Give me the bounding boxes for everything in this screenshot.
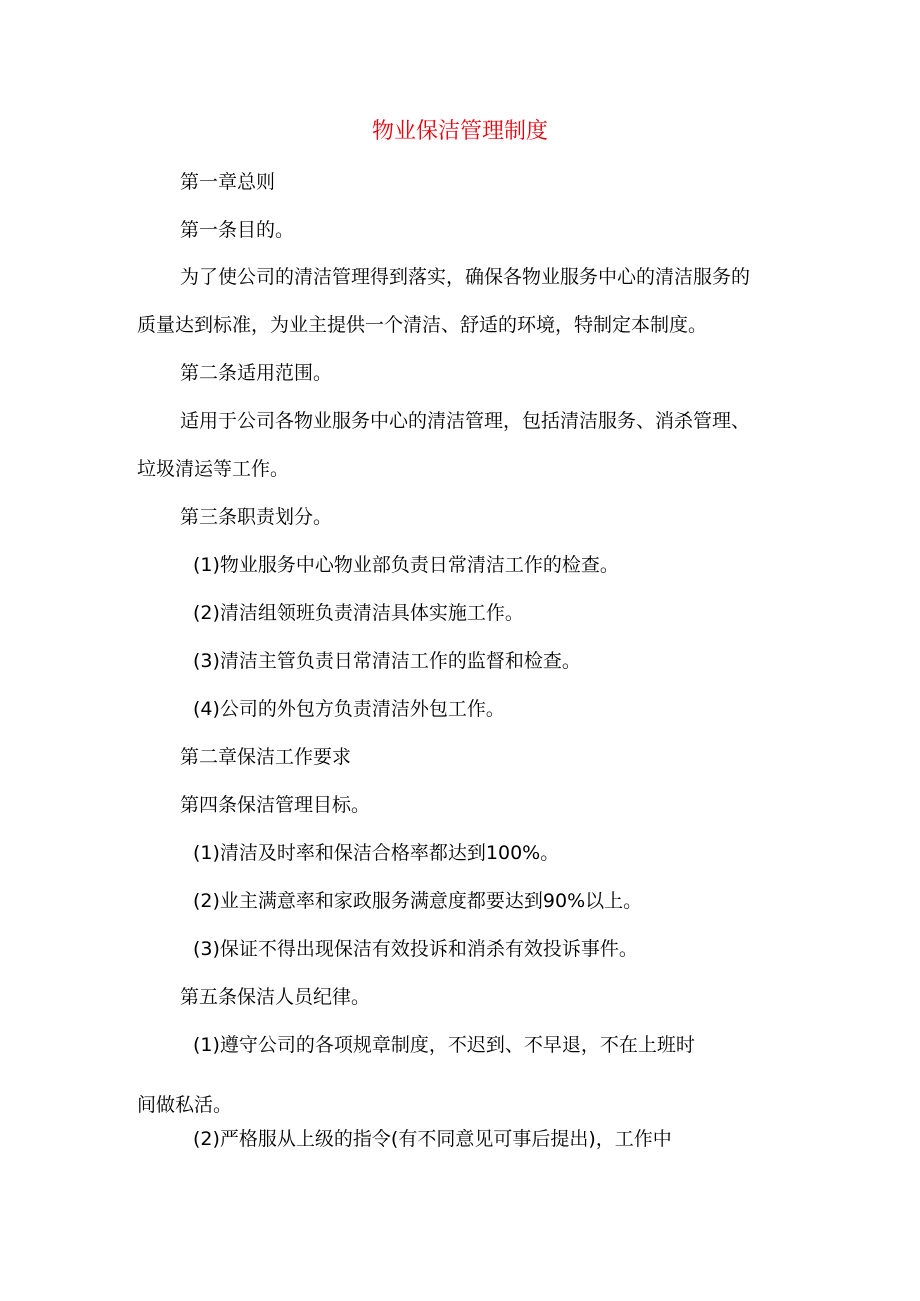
list-item: (2)严格服从上级的指令(有不同意见可事后提出)，工作中 xyxy=(193,1128,672,1150)
list-item: (1)物业服务中心物业部负责日常清洁工作的检查。 xyxy=(193,554,619,576)
list-item: (2)清洁组领班负责清洁具体实施工作。 xyxy=(193,602,524,624)
list-item: (2)业主满意率和家政服务满意度都要达到90%以上。 xyxy=(193,890,643,912)
list-item: (3)清洁主管负责日常清洁工作的监督和检查。 xyxy=(193,650,581,672)
paragraph-line: 适用于公司各物业服务中心的清洁管理，包括清洁服务、消杀管理、 xyxy=(180,410,751,432)
article-heading: 第二条适用范围。 xyxy=(180,362,333,384)
paragraph-line: 质量达到标准，为业主提供一个清洁、舒适的环境，特制定本制度。 xyxy=(137,314,708,336)
paragraph-line: 为了使公司的清洁管理得到落实，确保各物业服务中心的清洁服务的 xyxy=(180,266,751,288)
chapter-heading: 第一章总则 xyxy=(180,171,276,193)
list-item: (4)公司的外包方负责清洁外包工作。 xyxy=(193,698,505,720)
chapter-heading: 第二章保洁工作要求 xyxy=(180,746,352,768)
article-heading: 第五条保洁人员纪律。 xyxy=(180,986,371,1008)
list-item: (3)保证不得出现保洁有效投诉和消杀有效投诉事件。 xyxy=(193,938,638,960)
list-item: (1)清洁及时率和保洁合格率都达到100%。 xyxy=(193,842,560,864)
paragraph-line: 垃圾清运等工作。 xyxy=(137,458,290,480)
article-heading: 第一条目的。 xyxy=(180,219,295,241)
document-title: 物业保洁管理制度 xyxy=(371,119,548,144)
list-item: (1)遵守公司的各项规章制度，不迟到、不早退，不在上班时 xyxy=(193,1034,695,1056)
article-heading: 第三条职责划分。 xyxy=(180,506,333,528)
article-heading: 第四条保洁管理目标。 xyxy=(180,794,371,816)
paragraph-line: 间做私活。 xyxy=(137,1094,233,1116)
